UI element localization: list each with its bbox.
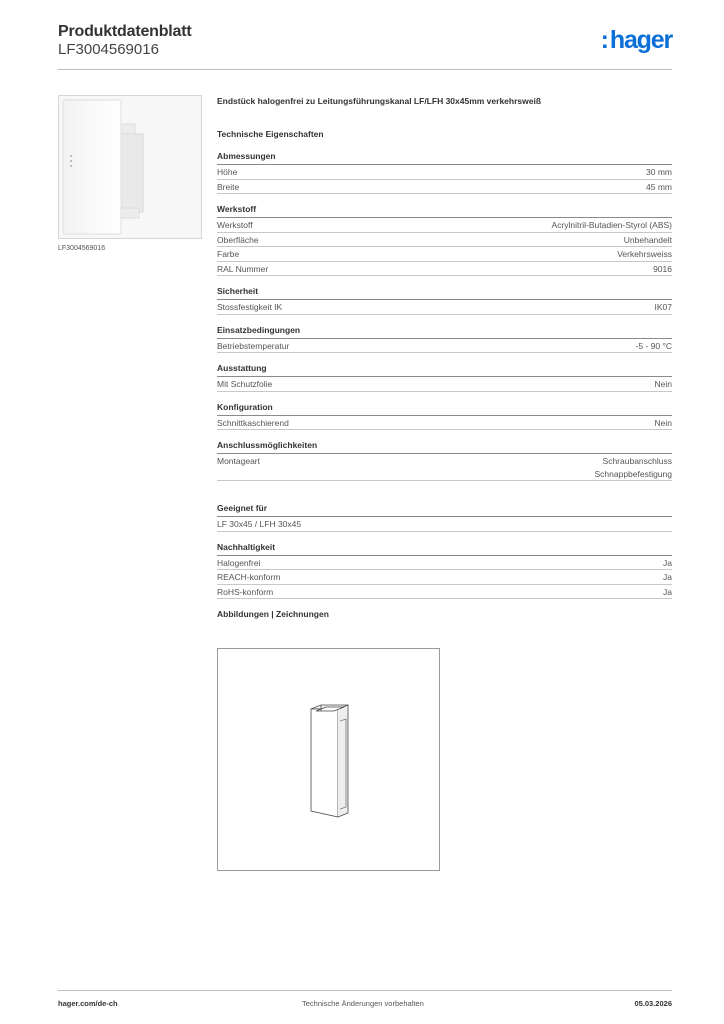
table-row [217,165,672,180]
page-footer [58,990,672,1008]
section-safety [217,286,672,315]
table-row [217,300,672,315]
section-configuration [217,402,672,431]
section-title: Werkstoff [217,204,672,218]
row-value: 45 mm [646,181,672,192]
section-title: Sicherheit [217,286,672,300]
section-title: Konfiguration [217,402,672,416]
table-row [217,377,672,392]
row-value: Ja [663,572,672,582]
row-label: RoHS-konform [217,586,274,597]
table-row [217,233,672,248]
row-label: Oberfläche [217,234,259,245]
row-label: Halogenfrei [217,557,261,568]
row-label: Betriebstemperatur [217,340,290,351]
table-row [217,556,672,571]
article-number: LF3004569016 [58,41,159,58]
section-dimensions [217,151,672,194]
row-value [594,455,672,480]
row-label: Farbe [217,249,240,259]
section-title: Einsatzbedingungen [217,325,672,339]
section-title: Nachhaltigkeit [217,542,672,556]
technical-properties-title: Technische Eigenschaften [217,129,324,139]
row-value: Ja [663,557,672,568]
product-photo [58,95,202,239]
table-row [217,262,672,277]
logo-dots-icon: : [600,26,609,54]
section-sustainability [217,542,672,600]
table-row [217,585,672,600]
row-value-line: Schnappbefestigung [594,469,672,479]
end-cap-photo-icon [59,96,201,238]
row-label: Stossfestigkeit IK [217,302,283,312]
row-value: 30 mm [646,167,672,177]
row-value: Unbehandelt [623,234,672,245]
photo-caption: LF3004569016 [58,245,106,252]
row-value-line: Schraubanschluss [602,456,672,466]
end-cap-drawing-icon [218,649,439,870]
row-label: REACH-konform [217,572,281,582]
table-row [217,416,672,431]
spacer [217,491,672,503]
section-material [217,204,672,276]
row-label: Mit Schutzfolie [217,379,273,389]
row-label: Höhe [217,167,238,177]
row-label: Breite [217,181,240,192]
table-row [217,339,672,354]
row-label: RAL Nummer [217,263,269,274]
row-label: Schnittkaschierend [217,417,289,428]
row-value: 9016 [653,263,672,274]
section-title: Anschlussmöglichkeiten [217,440,672,454]
document-title: Produktdatenblatt [58,23,192,40]
table-row [217,247,672,262]
section-connection-options [217,440,672,481]
logo-text: hager [609,26,672,54]
row-label: Montageart [217,456,260,466]
table-row [217,570,672,585]
section-operating-conditions [217,325,672,354]
drawings-title: Abbildungen | Zeichnungen [217,609,329,619]
row-label: LF 30x45 / LFH 30x45 [217,519,302,529]
section-title: Ausstattung [217,363,672,377]
section-equipment [217,363,672,392]
row-value: Acrylnitril-Butadien-Styrol (ABS) [551,220,672,230]
row-value: IK07 [654,302,672,312]
table-row [217,454,672,481]
technical-drawing [217,648,440,871]
row-label: Werkstoff [217,220,253,230]
row-value: Verkehrsweiss [617,249,672,259]
table-row [217,517,672,532]
main-content [217,95,672,619]
footer-notice: Technische Änderungen vorbehalten [302,999,424,1008]
footer-date: 05.03.2026 [634,999,672,1008]
section-title: Geeignet für [217,503,672,517]
row-value: Ja [663,586,672,597]
row-value: Nein [654,379,672,389]
table-row [217,180,672,195]
hager-logo [601,26,672,55]
row-value: -5 - 90 °C [635,340,672,351]
product-description: Endstück halogenfrei zu Leitungsführungskanal LF/LFH 30x45mm verkehrsweiß [217,96,542,106]
row-value: Nein [654,417,672,428]
section-title: Abmessungen [217,151,672,165]
table-row [217,218,672,233]
page-header [58,20,672,70]
section-suitable-for [217,503,672,532]
website-link[interactable]: hager.com/de-ch [58,999,118,1008]
